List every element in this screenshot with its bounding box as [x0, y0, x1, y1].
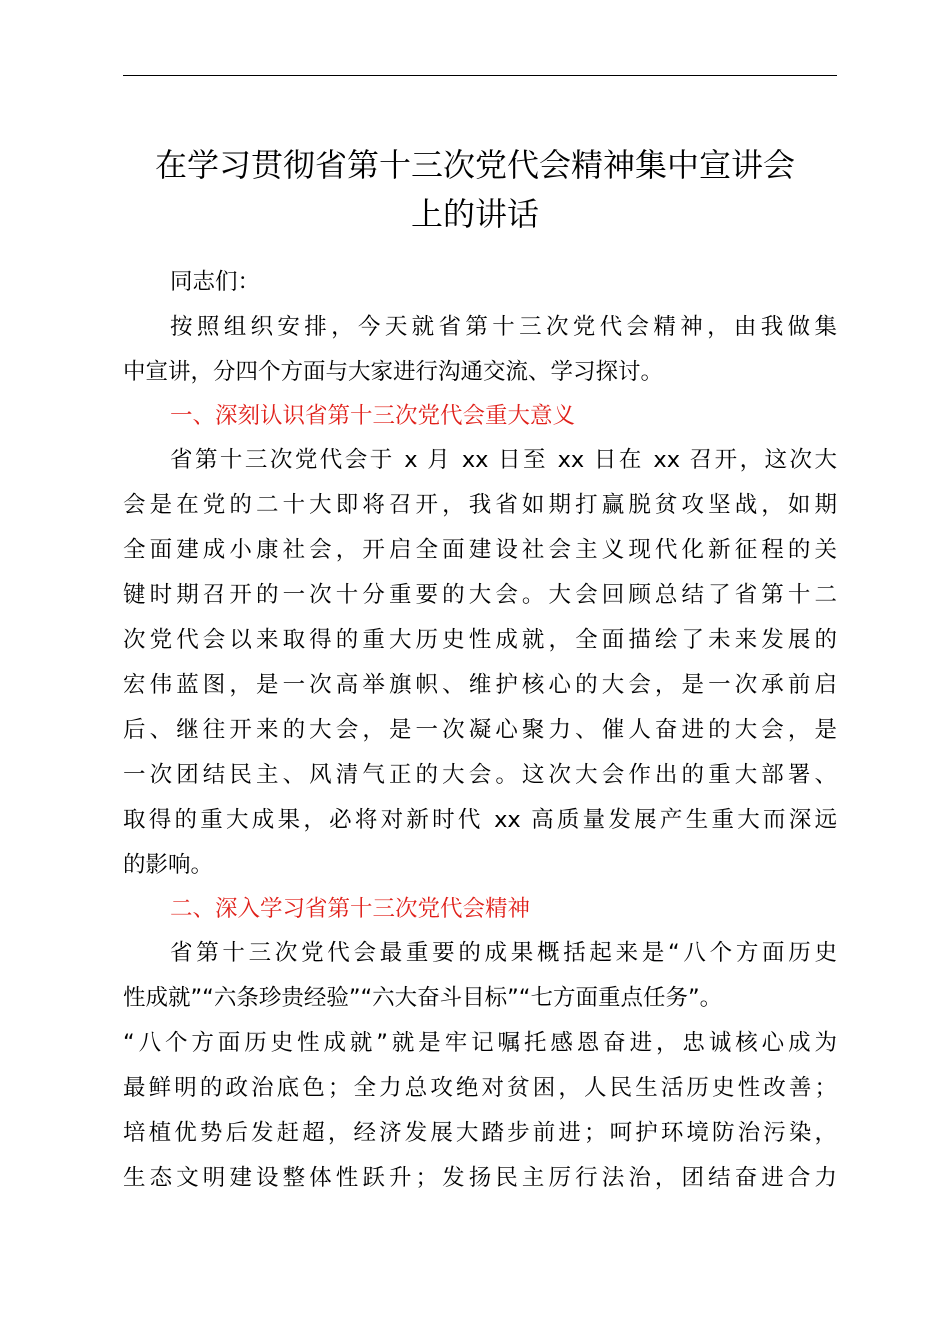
intro-line: 按照组织安排，今天就省第十三次党代会精神，由我做集: [170, 314, 837, 340]
section1-line: 会是在党的二十大即将召开，我省如期打赢脱贫攻坚战，如期: [123, 492, 837, 518]
section2-line: 省第十三次党代会最重要的成果概括起来是“八个方面历史: [170, 940, 837, 966]
section2-line: “八个方面历史性成就”就是牢记嘱托感恩奋进，忠诚核心成为: [123, 1030, 837, 1056]
section1-line: 省第十三次党代会于 x 月 xx 日至 xx 日在 xx 召开，这次大: [170, 447, 837, 473]
document-title-line-1: 在学习贯彻省第十三次党代会精神集中宣讲会: [154, 146, 795, 184]
section1-line: 后、继往开来的大会，是一次凝心聚力、催人奋进的大会，是: [123, 717, 837, 743]
salutation: 同志们：: [170, 269, 261, 295]
section2-line: 培植优势后发赶超，经济发展大踏步前进；呵护环境防治污染，: [123, 1120, 837, 1146]
section1-line: 一次团结民主、风清气正的大会。这次大会作出的重大部署、: [123, 762, 837, 788]
section1-line: 宏伟蓝图，是一次高举旗帜、维护核心的大会，是一次承前启: [123, 672, 837, 698]
section1-line: 全面建成小康社会，开启全面建设社会主义现代化新征程的关: [123, 537, 837, 563]
intro-line: 中宣讲，分四个方面与大家进行沟通交流、学习探讨。: [123, 359, 664, 385]
section1-line: 取得的重大成果，必将对新时代 xx 高质量发展产生重大而深远: [123, 807, 837, 833]
section-heading-2: 二、深入学习省第十三次党代会精神: [170, 896, 531, 922]
document-title-line-2: 上的讲话: [410, 195, 539, 233]
section1-line: 键时期召开的一次十分重要的大会。大会回顾总结了省第十二: [123, 582, 837, 608]
section2-line: 生态文明建设整体性跃升；发扬民主厉行法治，团结奋进合力: [123, 1165, 837, 1191]
section2-line: 性成就”“六条珍贵经验”“六大奋斗目标”“七方面重点任务”。: [123, 985, 723, 1011]
header-rule: [123, 75, 837, 76]
section-heading-1: 一、深刻认识省第十三次党代会重大意义: [170, 403, 576, 429]
section1-line: 的影响。: [123, 852, 214, 878]
section2-line: 最鲜明的政治底色；全力总攻绝对贫困，人民生活历史性改善；: [123, 1075, 837, 1101]
section1-line: 次党代会以来取得的重大历史性成就，全面描绘了未来发展的: [123, 627, 837, 653]
